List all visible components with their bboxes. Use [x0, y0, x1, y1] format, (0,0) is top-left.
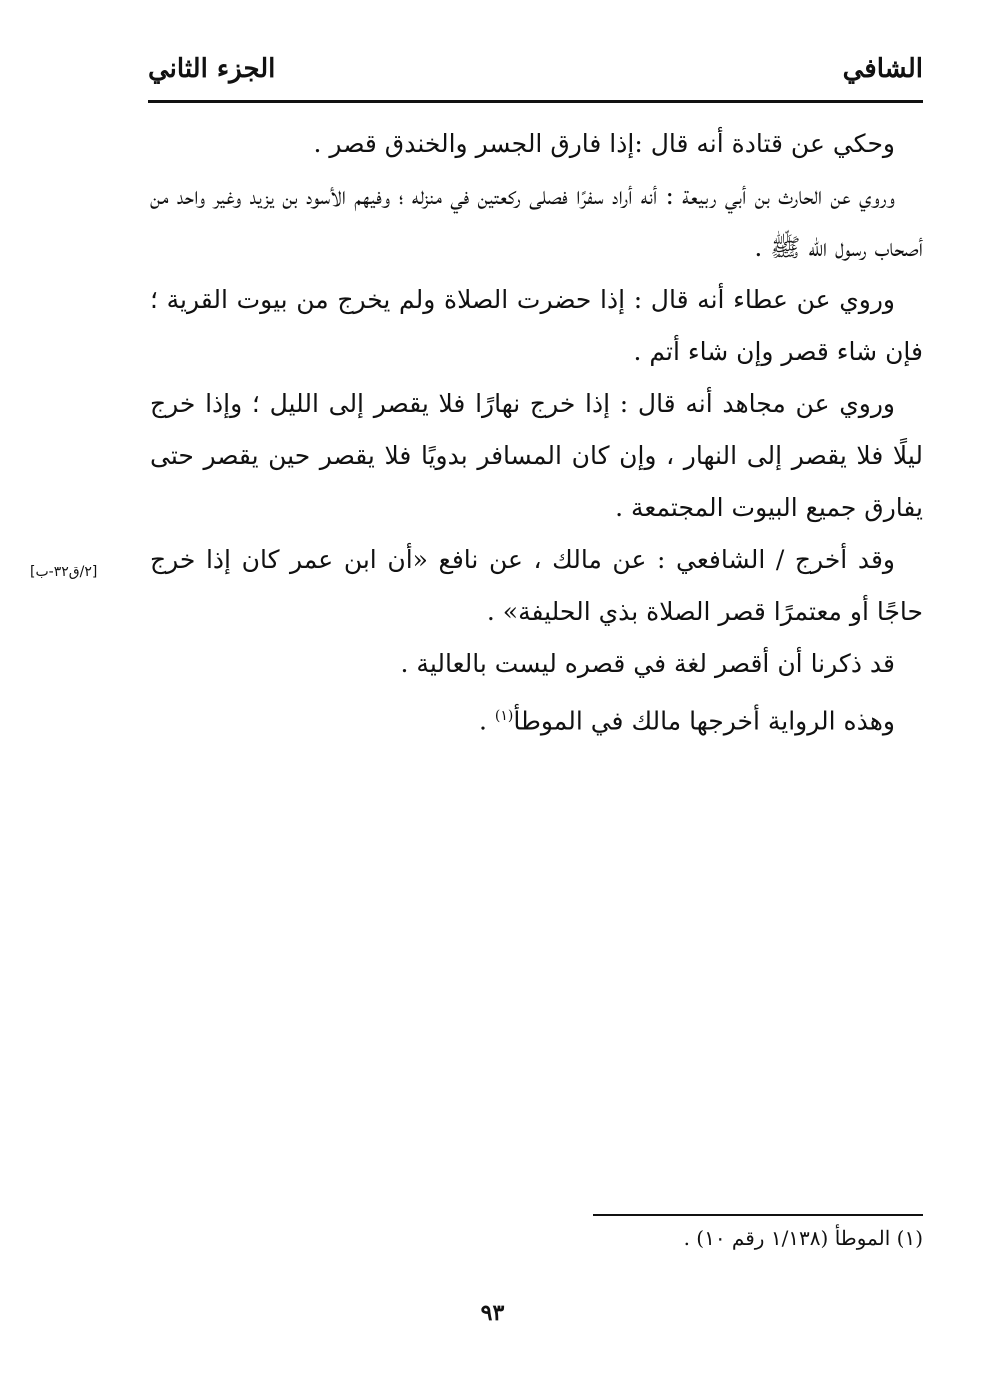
footnote-rule: [593, 1214, 923, 1216]
header-rule: [148, 100, 923, 103]
paragraph-4: وروي عن مجاهد أنه قال : إذا خرج نهارًا فلا يقصر إلى الليل ؛ وإذا خرج ليلًا فلا يقصر إلى النهار ، وإن كان المسافر بدويًا فلا يقصر حين يقصر حتى يفارق جميع البيوت المجتمعة .: [150, 389, 923, 522]
paragraph-7-tail: .: [478, 706, 495, 736]
footnote-marker: (١): [494, 708, 514, 724]
paragraph-5-wrapper: [30, 534, 923, 638]
header-volume-title: الجزء الثاني: [148, 54, 276, 84]
paragraph-3: وروي عن عطاء أنه قال : إذا حضرت الصلاة ولم يخرج من بيوت القرية ؛ فإن شاء قصر وإن شاء أتم .: [150, 285, 923, 366]
header-book-title: الشافي: [842, 54, 923, 84]
paragraph-7-text: وهذه الرواية أخرجها مالك في الموطأ: [513, 706, 895, 736]
paragraph-7: [150, 690, 923, 747]
page-number: ٩٣: [480, 1300, 505, 1326]
manuscript-folio-note: [٢/ق٣٢-ب]: [30, 564, 98, 580]
running-header: [148, 48, 923, 96]
paragraph-6: قد ذكرنا أن أقصر لغة في قصره ليست بالعالية .: [400, 649, 895, 678]
paragraph-2: وروي عن الحارث بن أبي ربيعة : أنه أراد سفرًا فصلى ركعتين في منزله ؛ وفيهم الأسود بن يزيد وغير واحد من أصحاب رسول الله ﷺ .: [150, 181, 923, 262]
paragraph-1: وحكي عن قتادة أنه قال :إذا فارق الجسر والخندق قصر .: [313, 129, 895, 158]
paragraph-5: وقد أخرج / الشافعي : عن مالك ، عن نافع «أن ابن عمر كان إذا خرج حاجًا أو معتمرًا قصر الصلاة بذي الحليفة» .: [150, 545, 923, 626]
main-text: [30, 118, 923, 747]
footnote: (١) الموطأ (١/١٣٨ رقم ١٠) .: [683, 1226, 923, 1250]
